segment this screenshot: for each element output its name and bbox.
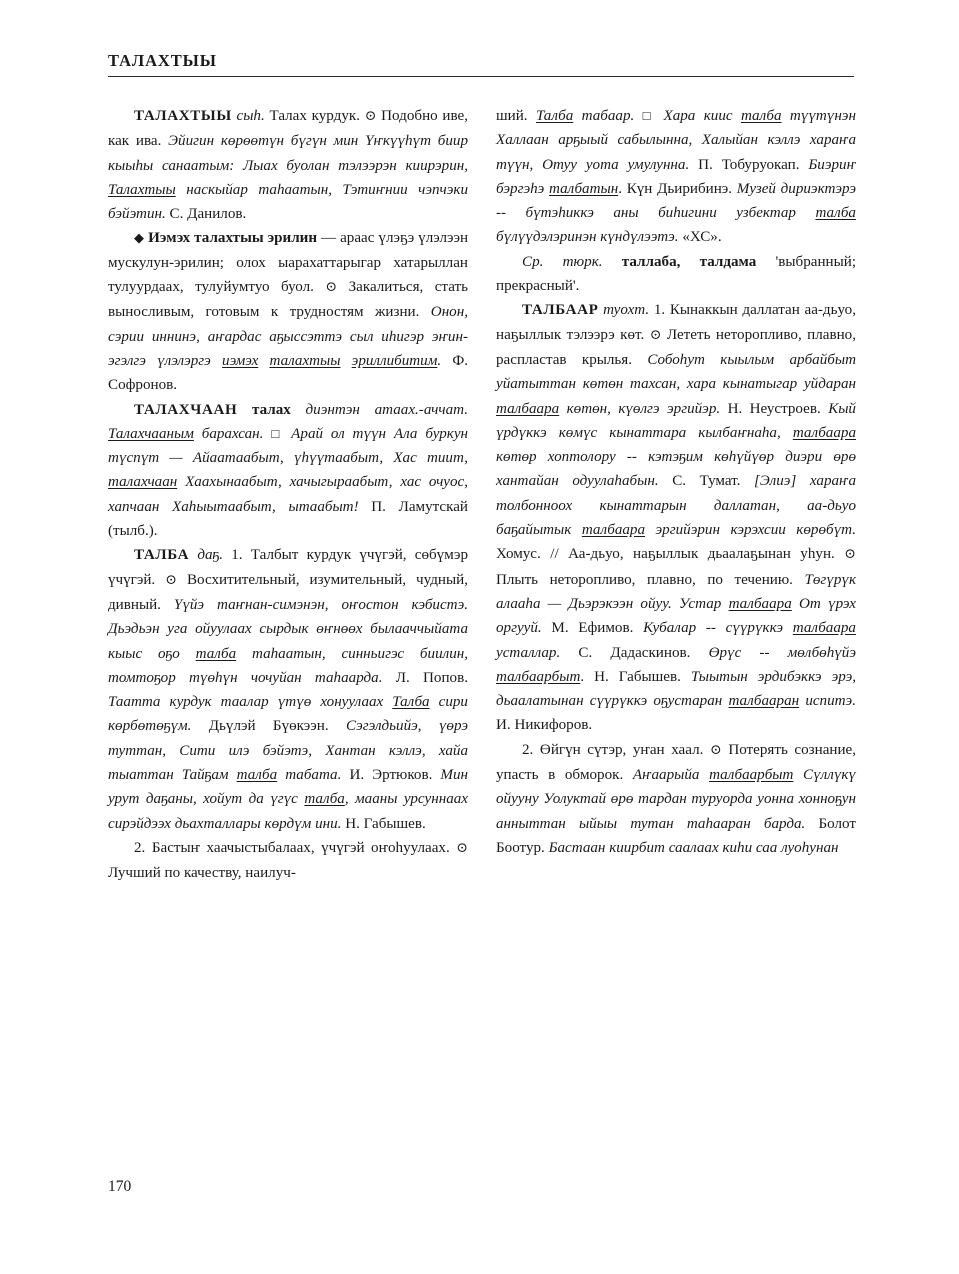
definition-sakha: Талбыт курдук үчүгэй, сөбүмэр үчүгэй. <box>108 547 468 588</box>
etymology-gloss: 'выбранный; прекрасный'. <box>496 253 857 295</box>
citation-source: П. Тобуруокап. <box>698 156 800 173</box>
example-text: [Элиэ] хараҥа толбонноох кынаттарын даллатан, аа-дьуо баҕайытык <box>496 473 856 539</box>
example-text: Төгүрүк алааһа — Дьэрэкээн ойуу. Устар <box>496 571 856 612</box>
headword: ТАЛАХЧААН <box>134 401 238 418</box>
column-right <box>496 104 856 1174</box>
illustration-marker-icon: □ <box>642 108 656 123</box>
citation-source: С. Дадаскинов. <box>578 644 691 661</box>
definition-russian: Лучший по качеству, наилуч- <box>108 865 296 882</box>
example-text: Үүйэ таҥнан-симэнэн, оҥостон кэбистэ. Дьэдьэн уга ойуулаах сырдык өҥнөөх былааччыйата кыыс оҕо <box>108 596 468 662</box>
subsense-definition-sakha: Аа-дьуо, наҕыллык дьаалаҕынан уһун. <box>568 546 835 563</box>
entry-talahtyy <box>108 104 468 226</box>
example-text: Аҥаарыйа <box>632 767 700 784</box>
illustration-text-cont: Хаахынаабыт, хачыгыраабыт, хас очуос, хапчаан Хаһыытаабыт, ытаабыт! <box>108 474 468 515</box>
example-text: Собоһут кыылым арбайбыт уйатыттан көтөн тахсан, хара кынатыгар уйдаран <box>496 351 856 393</box>
citation-source: С. Тумат. <box>672 473 741 490</box>
definition-sakha: Өйгүн сүтэр, уҥан хаал. <box>539 741 704 758</box>
example-text-cont: эргийэрин кэрэхсии көрөбүт. <box>655 522 856 539</box>
definition-russian: Восхитительный, изумительный, чудный, дивный. <box>108 571 468 613</box>
illustration-text-cont: бүлүүдэлэринэн күндүлээтэ. <box>496 229 679 246</box>
example-text-cont: сири көрбөтөҕүм. <box>108 694 468 735</box>
example-keyword: талбааран <box>728 693 800 710</box>
etymology-note <box>496 250 856 299</box>
illustration-keyword: талба <box>815 205 856 222</box>
example-keyword: талбаара <box>581 522 646 539</box>
sense-number: 2. <box>134 839 146 856</box>
example-keyword: талба <box>195 645 237 662</box>
sense-number: 1. <box>653 302 666 319</box>
headword: ТАЛАХТЫЫ <box>134 108 232 124</box>
illustration-text: Хара киис <box>663 108 733 124</box>
definition-sakha: Бастыҥ хаачыстыбалаах, үчүгэй оҥоһуулаах. <box>151 839 450 856</box>
example-text-cont: испитэ. <box>805 693 856 710</box>
grammar-reference-word: талах <box>251 401 291 418</box>
grammar-label: туохт. <box>603 302 650 319</box>
sense-marker-icon: ⊙ <box>165 572 177 588</box>
example-text: Мин урут даҕаны, хойут да үгүс <box>108 767 469 808</box>
idiom-headword: Иэмэх талахтыы эрилин <box>148 230 318 247</box>
example-keyword: талбаарбыт <box>496 668 581 685</box>
example-text: Тыытын эрдибэккэ эрэ, дьаалатынан сүүрүккэ оҕустаран <box>496 668 857 710</box>
example-text-cont: . <box>580 668 585 685</box>
citation-source: Н. Габышев. <box>594 668 681 685</box>
grammar-label: даҕ. <box>197 547 224 564</box>
entry-talahchaan <box>108 398 468 544</box>
citation-source: «ХС». <box>682 229 722 246</box>
citation-source: Хомус. <box>496 546 541 563</box>
headword: ТАЛБА <box>134 547 190 564</box>
running-head-text: ТАЛАХТЫЫ <box>108 51 217 70</box>
citation-source: И. Никифоров. <box>496 717 593 734</box>
example-keyword: талбаарбыт <box>709 767 794 784</box>
em-dash: — <box>321 230 337 247</box>
idiom-block-talahtyy: ◆ Иэмэх талахтыы эрилин — араас үлэҕэ үлэлээн мускулун-эрилин; олох ыарахаттарыгар хатарыллан тулуурдаах, тулуйумтуо буол. ⊙ Закалиться, стать выносливым, готовым к трудностям жизни. Онон, сэрии иннинэ, аҥардас аҕыссэттэ сыл иһигэр эҥин-эгэлгэ үлэлэргэ иэмэх талахтыы эриллибитим. Ф. Софронов. <box>108 230 469 394</box>
example-text-cont: көтөр хоптолору -- кэтэҕим көһүйүөр диэри өрө хантайан одуулаһабын. <box>496 449 856 490</box>
definition-russian: Лететь неторопливо, плавно, распластав крылья. <box>496 326 856 368</box>
example-text-cont: От үрэх оргууй. <box>496 595 856 637</box>
idiom-example-keyword: эриллибитим <box>351 352 438 369</box>
example-text: табаар. <box>581 108 635 124</box>
idiom-example-keyword: талахтыы <box>269 352 341 369</box>
example-keyword: талбаара <box>792 620 856 637</box>
entry-talbaar <box>496 298 856 737</box>
grammar-label: диэнтэн атаах.-аччат. <box>305 401 468 418</box>
sense-marker-icon: ⊙ <box>709 742 722 758</box>
running-head-rule <box>108 76 854 77</box>
citation-source: С. Данилов. <box>169 206 247 223</box>
example-text: Кый үрдүккэ көмүс кынаттара кылбаҥнаһа, <box>496 400 856 441</box>
example-text: Сэгэлдьийэ, үөрэ туттан, Сити илэ бэйэтэ, Хантан кэллэ, хайа тыаттан Тайҕам <box>108 718 468 784</box>
illustration-text: Биэриҥ бэргэһэ <box>496 156 856 197</box>
example-keyword: талба <box>304 791 345 808</box>
example-text-cont: усталлар. <box>496 644 561 661</box>
citation-source: Н. Габышев. <box>345 815 426 832</box>
illustration-marker-icon: □ <box>271 425 284 441</box>
illustration-text-cont: түүтүнэн Халлаан арҕыый сабылынна, Халыйан кэллэ хараҥа түүн, Отуу уота умулунна. <box>496 108 856 173</box>
example-text: барахсан. <box>201 425 264 442</box>
example-text-cont: , мааны урсуннаах сирэйдээх дьахталлары көрдүм ини. <box>108 791 468 832</box>
example-text: Кубалар -- сүүрүккэ <box>643 620 784 637</box>
etymology-forms: таллаба, талдама <box>621 253 757 270</box>
idiom-marker-icon: ◆ <box>134 230 145 246</box>
citation-source: Дьүлэй Бүөкээн. <box>208 718 329 735</box>
example-text-cont: таһаатын, синньигэс биилин, томтоҕор түөһүн чочуйан таһаарда. <box>108 645 468 686</box>
entry-talbaar-sense-2 <box>496 738 856 860</box>
example-keyword: Талба <box>535 108 574 124</box>
citation-source: П. Ламутскай (тылб.). <box>108 498 468 540</box>
sense-marker-icon: ⊙ <box>325 280 338 296</box>
sense-number: 1. <box>231 547 243 564</box>
idiom-example-text: Онон, сэрии иннинэ, аҥардас аҕыссэттэ сыл иһигэр эҥин-эгэлгэ үлэлэргэ <box>108 304 468 369</box>
example-keyword: талбаара <box>728 595 792 612</box>
idiom-example-keyword: иэмэх <box>222 352 259 369</box>
definition-sakha: Кынаккын даллатан аа-дьуо, наҕыллык тэлээрэ көт. <box>496 302 856 343</box>
example-keyword: талбаара <box>496 400 560 417</box>
sense-marker-icon: ⊙ <box>649 327 662 343</box>
citation-source: М. Ефимов. <box>551 620 634 637</box>
sense-number: 2. <box>522 741 534 758</box>
sense-marker-icon: ⊙ <box>844 547 856 563</box>
example-keyword: Талахчааным <box>108 425 194 442</box>
citation-source: И. Эртюков. <box>349 767 433 784</box>
running-head <box>108 52 854 77</box>
subsense-definition-russian: Плыть неторопливо, плавно, по течению. <box>496 571 793 588</box>
definition-russian-cont: ший. <box>496 108 528 124</box>
page-number: 170 <box>108 1178 132 1195</box>
entry-talba <box>108 543 468 836</box>
example-keyword: Талба <box>392 694 430 711</box>
definition-russian: Потерять сознание, упасть в обморок. <box>496 741 857 784</box>
definition-russian: Подобно иве, как ива. <box>108 108 468 150</box>
illustration-text: Музей дириэктэрэ -- бүтэһиккэ аны биһигини узбектар <box>496 180 857 222</box>
etymology-prefix: Ср. тюрк. <box>522 253 603 270</box>
example-keyword: талбаара <box>792 424 856 441</box>
example-text: Таатта курдук таалар үтүө хонуулаах <box>108 694 384 711</box>
example-text-cont: Сүллүкү ойууну Уолуктай өрө тардан туруорда уонна хонноҕун анныттан ыйыы тутан таһааран барда. <box>496 767 856 832</box>
example-text-cont: көтөн, күөлгэ эргийэр. <box>566 400 721 417</box>
illustration-keyword: талахчаан <box>108 474 178 491</box>
citation-source: Н. Неустроев. <box>727 400 821 417</box>
definition-sakha: Талах курдук. <box>269 108 360 124</box>
sense-marker-icon: ⊙ <box>364 109 377 124</box>
entry-talba-sense-2 <box>108 836 468 886</box>
headword: ТАЛБААР <box>522 302 599 319</box>
illustration-text: Арай ол түүн Ала буркун түспүт — Айаатаабыт, үһүүтаабыт, Хас тиит, <box>108 425 469 467</box>
example-text: Бастаан киирбит саалаах киһи саа луоһунан <box>548 839 839 856</box>
example-text: Өрүс -- мөлбөһүйэ <box>708 644 857 661</box>
illustration-text-cont: . <box>618 180 622 197</box>
example-keyword: талба <box>236 767 278 784</box>
citation-source: Л. Попов. <box>395 669 468 686</box>
sense-marker-icon: ⊙ <box>456 840 468 856</box>
citation-source: Күн Дьирибинэ. <box>626 180 733 197</box>
entry-talba-sense-2-continued <box>496 104 856 250</box>
citation-source: Ф. Софронов. <box>108 352 469 394</box>
example-text: Эйигин көрөөтүн бүгүн мин Үҥкүүһүт биир кыыһы санаатым: Лыах буолан тэлээрэн киирэрин, <box>108 133 469 174</box>
example-text-cont: табата. <box>285 767 342 784</box>
illustration-keyword: талба <box>740 108 782 124</box>
citation-source: Болот Боотур. <box>496 815 856 856</box>
column-left <box>108 104 468 1174</box>
example-text-cont: наскыйар таһаатын, Тэтиҥнии чэпчэки бэйэтин. <box>108 181 468 223</box>
subsense-separator: // <box>550 546 559 563</box>
text-columns <box>108 104 856 1174</box>
idiom-definition-russian: Закалиться, стать выносливым, готовым к трудностям жизни. <box>108 279 468 321</box>
illustration-keyword: талбатын <box>549 180 619 197</box>
idiom-definition-sakha: араас үлэҕэ үлэлээн мускулун-эрилин; олох ыарахаттарыгар хатарыллан тулуурдаах, тулуйумтуо буол. <box>108 230 469 296</box>
grammar-label: сыһ. <box>236 108 265 124</box>
example-keyword: Талахтыы <box>108 181 176 198</box>
